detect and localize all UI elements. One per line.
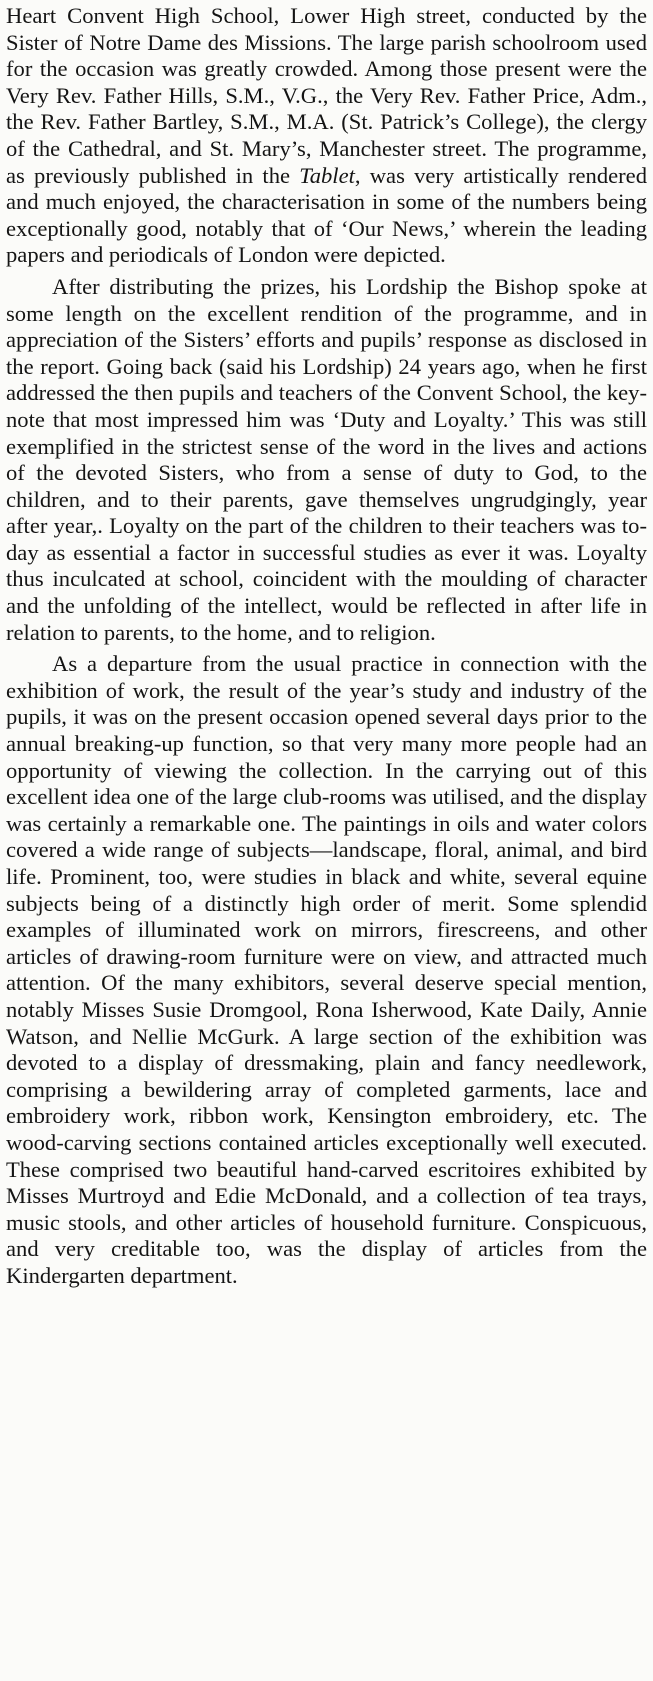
paragraph-text: After distributing the prizes, his Lordship the Bishop spoke at some length on the excellent rendition of the programme, and in appreciation of the Sisters’ efforts and pupils’ response as disclosed in the report. Going back (said his Lordship) 24 years ago, when he first addressed the then pupils and teachers of the Convent School, the key-note that most impressed him was ‘Duty and Loyalty.’ This was still exemplified in the strictest sense of the word in the lives and actions of the devoted Sisters, who from a sense of duty to God, to the children, and to their parents, gave themselves ungrudgingly, year after year,. Loyalty on the part of the children to their teachers was to-day as essential a factor in successful studies as ever it was. Loyalty thus inculcated at school, coincident with the moulding of character and the unfolding of the intellect, would be reflected in after life in relation to parents, to the home, and to religion. — [6, 273, 647, 645]
paragraph-text: Heart Convent High School, Lower High street, conducted by the Sister of Notre Dame des Missions. The large parish schoolroom used for the occasion was greatly crowded. Among those present were the Very Rev. Father Hills, S.M., V.G., the Very Rev. Father Price, Adm., the Rev. Father Bartley, S.M., M.A. (St. Patrick’s College), the clergy of the Cathedral, and St. Mary’s, Manchester street. The programme, as previously published in the — [6, 3, 647, 188]
paragraph-school-function — [6, 3, 647, 269]
publication-name-tablet: Tablet — [299, 162, 355, 188]
paragraph-text: , was very artistically rendered and much enjoyed, the characterisation in some of the numbers being exceptionally good, notably that of ‘Our News,’ wherein the leading papers and periodicals of London were depicted. — [6, 162, 647, 268]
paragraph-text: As a departure from the usual practice in connection with the exhibition of work, the result of the year’s study and industry of the pupils, it was on the present occasion opened several days prior to the annual breaking-up function, so that very many more people had an opportunity of viewing the collection. In the carrying out of this excellent idea one of the large club-rooms was utilised, and the display was certainly a remarkable one. The paintings in oils and water colors covered a wide range of subjects—landscape, floral, animal, and bird life. Prominent, too, were studies in black and white, several equine subjects being of a distinctly high order of merit. Some splendid examples of illuminated work on mirrors, firescreens, and other articles of drawing-room furniture were on view, and attracted much attention. Of the many exhibitors, several deserve special mention, notably Misses Susie Dromgool, Rona Isherwood, Kate Daily, Annie Watson, and Nellie McGurk. A large section of the exhibition was devoted to a display of dressmaking, plain and fancy needlework, comprising a bewildering array of completed garments, lace and embroidery work, ribbon work, Kensington embroidery, etc. The wood-carving sections contained articles exceptionally well executed. These comprised two beautiful hand-carved escritoires exhibited by Misses Murtroyd and Edie McDonald, and a collection of tea trays, music stools, and other articles of household furniture. Conspicuous, and very creditable too, was the display of articles from the Kindergarten department. — [6, 651, 647, 1288]
article-column — [6, 3, 647, 1290]
paragraph-exhibition-of-work — [6, 651, 647, 1289]
paragraph-bishop-address — [6, 274, 647, 646]
